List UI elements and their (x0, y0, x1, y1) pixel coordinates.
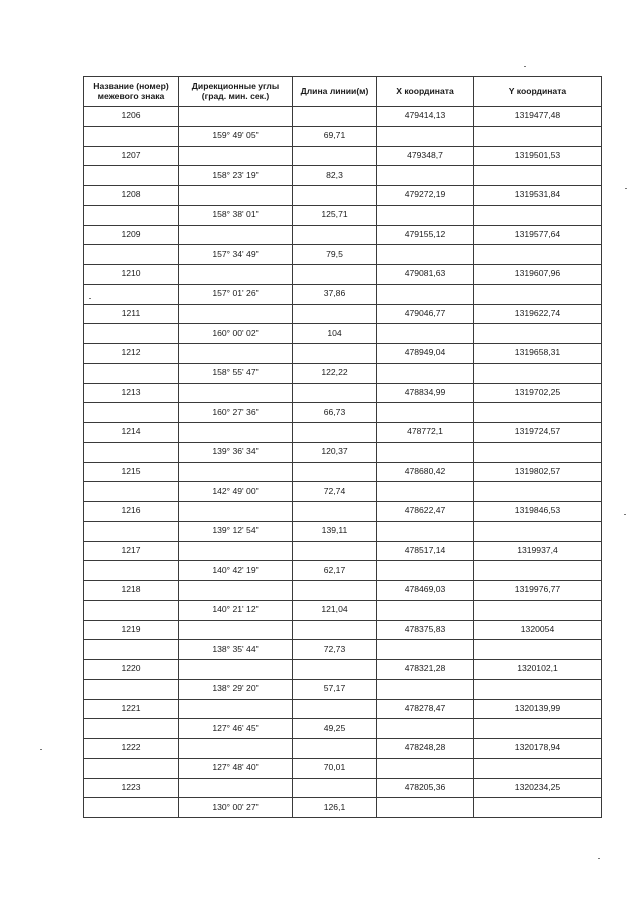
empty-cell (84, 126, 179, 146)
empty-cell (293, 146, 377, 166)
empty-cell (84, 719, 179, 739)
empty-cell (84, 403, 179, 423)
empty-cell (377, 798, 474, 818)
empty-cell (179, 462, 293, 482)
segment-row (84, 324, 602, 344)
empty-cell (474, 600, 602, 620)
point-name: 1222 (84, 739, 179, 759)
x-coordinate: 478375,83 (377, 620, 474, 640)
empty-cell (377, 126, 474, 146)
empty-cell (84, 284, 179, 304)
line-length: 82,3 (293, 166, 377, 186)
empty-cell (179, 581, 293, 601)
empty-cell (84, 205, 179, 225)
empty-cell (293, 581, 377, 601)
empty-cell (293, 620, 377, 640)
x-coordinate: 478680,42 (377, 462, 474, 482)
line-length: 120,37 (293, 442, 377, 462)
line-length: 70,01 (293, 758, 377, 778)
line-length: 125,71 (293, 205, 377, 225)
empty-cell (474, 245, 602, 265)
y-coordinate: 1320178,94 (474, 739, 602, 759)
point-name: 1211 (84, 304, 179, 324)
empty-cell (377, 324, 474, 344)
point-row (84, 620, 602, 640)
empty-cell (179, 778, 293, 798)
point-name: 1207 (84, 146, 179, 166)
point-row (84, 146, 602, 166)
x-coordinate: 478949,04 (377, 344, 474, 364)
empty-cell (474, 284, 602, 304)
point-row (84, 186, 602, 206)
direction-angle: 157° 34' 49" (179, 245, 293, 265)
empty-cell (84, 245, 179, 265)
line-length: 121,04 (293, 600, 377, 620)
empty-cell (377, 679, 474, 699)
segment-row (84, 798, 602, 818)
direction-angle: 127° 46' 45" (179, 719, 293, 739)
line-length: 139,11 (293, 521, 377, 541)
empty-cell (84, 521, 179, 541)
point-row (84, 383, 602, 403)
empty-cell (179, 739, 293, 759)
y-coordinate: 1320234,25 (474, 778, 602, 798)
segment-row (84, 482, 602, 502)
segment-row (84, 679, 602, 699)
empty-cell (293, 186, 377, 206)
point-name: 1215 (84, 462, 179, 482)
segment-row (84, 719, 602, 739)
line-length: 66,73 (293, 403, 377, 423)
direction-angle: 127° 48' 40" (179, 758, 293, 778)
direction-angle: 159° 49' 05" (179, 126, 293, 146)
line-length: 122,22 (293, 363, 377, 383)
empty-cell (474, 719, 602, 739)
x-coordinate: 478772,1 (377, 423, 474, 443)
point-row (84, 699, 602, 719)
y-coordinate: 1319477,48 (474, 107, 602, 127)
direction-angle: 160° 00' 02" (179, 324, 293, 344)
empty-cell (179, 304, 293, 324)
empty-cell (179, 344, 293, 364)
line-length: 79,5 (293, 245, 377, 265)
point-name: 1206 (84, 107, 179, 127)
direction-angle: 140° 42' 19" (179, 561, 293, 581)
point-name: 1216 (84, 502, 179, 522)
header-length: Длина линии(м) (293, 77, 377, 107)
empty-cell (84, 798, 179, 818)
empty-cell (377, 442, 474, 462)
empty-cell (474, 363, 602, 383)
empty-cell (179, 186, 293, 206)
y-coordinate: 1319577,64 (474, 225, 602, 245)
empty-cell (377, 205, 474, 225)
point-name: 1213 (84, 383, 179, 403)
empty-cell (179, 699, 293, 719)
empty-cell (377, 363, 474, 383)
point-row (84, 462, 602, 482)
empty-cell (293, 265, 377, 285)
direction-angle: 138° 35' 44" (179, 640, 293, 660)
empty-cell (293, 344, 377, 364)
empty-cell (179, 383, 293, 403)
point-row (84, 660, 602, 680)
x-coordinate: 478278,47 (377, 699, 474, 719)
empty-cell (377, 719, 474, 739)
empty-cell (293, 304, 377, 324)
empty-cell (474, 561, 602, 581)
point-row (84, 225, 602, 245)
x-coordinate: 479414,13 (377, 107, 474, 127)
y-coordinate: 1319658,31 (474, 344, 602, 364)
point-row (84, 107, 602, 127)
empty-cell (377, 521, 474, 541)
x-coordinate: 478517,14 (377, 541, 474, 561)
empty-cell (377, 403, 474, 423)
y-coordinate: 1319702,25 (474, 383, 602, 403)
empty-cell (179, 502, 293, 522)
empty-cell (293, 462, 377, 482)
empty-cell (179, 107, 293, 127)
x-coordinate: 478321,28 (377, 660, 474, 680)
y-coordinate: 1320102,1 (474, 660, 602, 680)
empty-cell (84, 679, 179, 699)
x-coordinate: 479348,7 (377, 146, 474, 166)
line-length: 37,86 (293, 284, 377, 304)
scan-speck (624, 514, 626, 515)
line-length: 62,17 (293, 561, 377, 581)
direction-angle: 139° 36' 34" (179, 442, 293, 462)
header-y: Y координата (474, 77, 602, 107)
segment-row (84, 600, 602, 620)
scan-speck (524, 66, 526, 67)
point-row (84, 581, 602, 601)
header-angle: Дирекционные углы (град. мин. сек.) (179, 77, 293, 107)
empty-cell (84, 442, 179, 462)
y-coordinate: 1320054 (474, 620, 602, 640)
empty-cell (474, 798, 602, 818)
x-coordinate: 479046,77 (377, 304, 474, 324)
empty-cell (179, 660, 293, 680)
empty-cell (293, 225, 377, 245)
empty-cell (474, 482, 602, 502)
segment-row (84, 442, 602, 462)
empty-cell (377, 561, 474, 581)
direction-angle: 157° 01' 26" (179, 284, 293, 304)
line-length: 72,73 (293, 640, 377, 660)
empty-cell (84, 166, 179, 186)
table-body (84, 107, 602, 818)
direction-angle: 158° 23' 19" (179, 166, 293, 186)
point-name: 1218 (84, 581, 179, 601)
line-length: 72,74 (293, 482, 377, 502)
direction-angle: 140° 21' 12" (179, 600, 293, 620)
empty-cell (84, 561, 179, 581)
header-row (84, 77, 602, 107)
segment-row (84, 284, 602, 304)
empty-cell (179, 423, 293, 443)
empty-cell (474, 205, 602, 225)
boundary-coordinates-table (83, 76, 602, 818)
empty-cell (377, 600, 474, 620)
direction-angle: 139° 12' 54" (179, 521, 293, 541)
x-coordinate: 479155,12 (377, 225, 474, 245)
empty-cell (474, 126, 602, 146)
line-length: 49,25 (293, 719, 377, 739)
empty-cell (84, 324, 179, 344)
point-name: 1220 (84, 660, 179, 680)
empty-cell (84, 758, 179, 778)
segment-row (84, 363, 602, 383)
empty-cell (377, 284, 474, 304)
empty-cell (293, 383, 377, 403)
direction-angle: 158° 38' 01" (179, 205, 293, 225)
y-coordinate: 1319531,84 (474, 186, 602, 206)
direction-angle: 142° 49' 00" (179, 482, 293, 502)
y-coordinate: 1319976,77 (474, 581, 602, 601)
y-coordinate: 1319802,57 (474, 462, 602, 482)
line-length: 69,71 (293, 126, 377, 146)
point-name: 1208 (84, 186, 179, 206)
segment-row (84, 245, 602, 265)
empty-cell (179, 265, 293, 285)
empty-cell (377, 640, 474, 660)
empty-cell (474, 640, 602, 660)
line-length: 104 (293, 324, 377, 344)
empty-cell (84, 363, 179, 383)
empty-cell (179, 146, 293, 166)
empty-cell (293, 502, 377, 522)
point-row (84, 344, 602, 364)
x-coordinate: 478622,47 (377, 502, 474, 522)
segment-row (84, 561, 602, 581)
empty-cell (474, 403, 602, 423)
segment-row (84, 758, 602, 778)
x-coordinate: 479272,19 (377, 186, 474, 206)
segment-row (84, 521, 602, 541)
empty-cell (179, 541, 293, 561)
empty-cell (474, 521, 602, 541)
empty-cell (293, 778, 377, 798)
line-length: 57,17 (293, 679, 377, 699)
scan-speck (598, 858, 600, 859)
x-coordinate: 478469,03 (377, 581, 474, 601)
empty-cell (474, 166, 602, 186)
x-coordinate: 478205,36 (377, 778, 474, 798)
x-coordinate: 478834,99 (377, 383, 474, 403)
point-name: 1212 (84, 344, 179, 364)
direction-angle: 160° 27' 36" (179, 403, 293, 423)
header-name: Название (номер) межевого знака (84, 77, 179, 107)
point-name: 1217 (84, 541, 179, 561)
point-row (84, 423, 602, 443)
point-row (84, 265, 602, 285)
x-coordinate: 478248,28 (377, 739, 474, 759)
empty-cell (84, 600, 179, 620)
empty-cell (293, 699, 377, 719)
segment-row (84, 166, 602, 186)
scan-speck (40, 749, 42, 750)
header-x: X координата (377, 77, 474, 107)
empty-cell (84, 640, 179, 660)
direction-angle: 158° 55' 47" (179, 363, 293, 383)
y-coordinate: 1319846,53 (474, 502, 602, 522)
segment-row (84, 403, 602, 423)
empty-cell (377, 758, 474, 778)
point-name: 1209 (84, 225, 179, 245)
empty-cell (377, 482, 474, 502)
empty-cell (293, 541, 377, 561)
scan-speck (625, 188, 627, 189)
segment-row (84, 205, 602, 225)
y-coordinate: 1319622,74 (474, 304, 602, 324)
point-row (84, 778, 602, 798)
empty-cell (293, 107, 377, 127)
empty-cell (377, 166, 474, 186)
empty-cell (474, 758, 602, 778)
empty-cell (179, 225, 293, 245)
empty-cell (474, 679, 602, 699)
y-coordinate: 1319937,4 (474, 541, 602, 561)
empty-cell (293, 423, 377, 443)
point-row (84, 739, 602, 759)
point-name: 1210 (84, 265, 179, 285)
y-coordinate: 1319607,96 (474, 265, 602, 285)
coordinates-sheet (83, 76, 601, 818)
empty-cell (179, 620, 293, 640)
empty-cell (474, 324, 602, 344)
point-row (84, 304, 602, 324)
point-name: 1214 (84, 423, 179, 443)
point-name: 1221 (84, 699, 179, 719)
scan-speck (89, 298, 91, 299)
direction-angle: 130° 00' 27" (179, 798, 293, 818)
segment-row (84, 126, 602, 146)
segment-row (84, 640, 602, 660)
point-name: 1219 (84, 620, 179, 640)
x-coordinate: 479081,63 (377, 265, 474, 285)
empty-cell (293, 660, 377, 680)
point-name: 1223 (84, 778, 179, 798)
y-coordinate: 1320139,99 (474, 699, 602, 719)
empty-cell (293, 739, 377, 759)
empty-cell (474, 442, 602, 462)
line-length: 126,1 (293, 798, 377, 818)
empty-cell (377, 245, 474, 265)
point-row (84, 502, 602, 522)
point-row (84, 541, 602, 561)
y-coordinate: 1319724,57 (474, 423, 602, 443)
direction-angle: 138° 29' 20" (179, 679, 293, 699)
y-coordinate: 1319501,53 (474, 146, 602, 166)
empty-cell (84, 482, 179, 502)
